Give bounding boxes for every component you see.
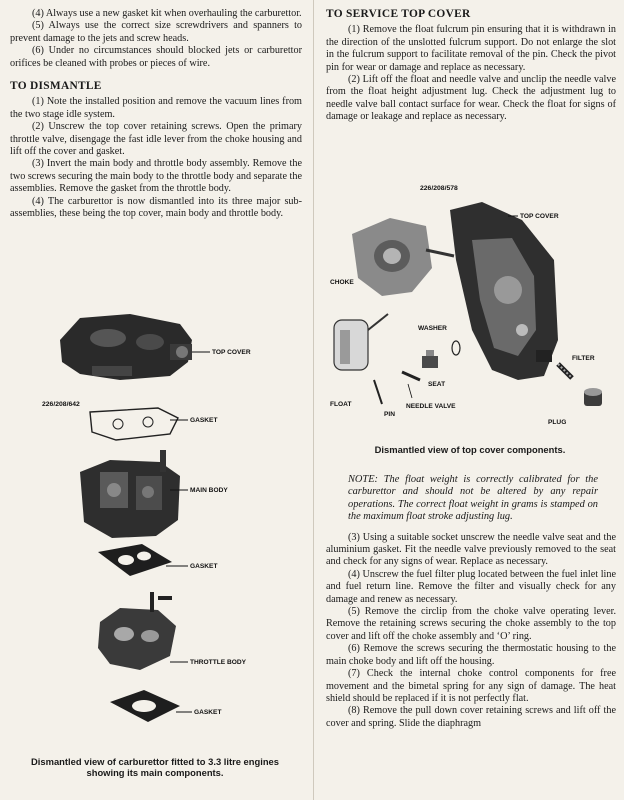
note-paragraph: NOTE: The float weight is correctly calibrated for the carburettor and should not be altered by any repair operations. The correct float weight in grams is stamped on the maximum float stroke adjusting lug. [348, 474, 598, 523]
label-filter: FILTER [572, 355, 595, 362]
label-top-cover: TOP COVER [520, 213, 559, 220]
plug-illustration [584, 388, 602, 406]
paragraph: (4) Always use a new gasket kit when overhauling the carburettor. [32, 8, 302, 19]
paragraph: (4) Unscrew the fuel filter plug located between the fuel inlet line and fuel return line. Remove the filter and visually check for any damage and renew as necessary. [326, 568, 616, 605]
pin-illustration [374, 380, 382, 404]
column-divider [313, 0, 314, 800]
label-seat: SEAT [428, 381, 446, 388]
label-float: FLOAT [330, 401, 352, 408]
paragraph: (3) Invert the main body and throttle body assembly. Remove the two screws securing the main body to the throttle body and separate the assemblies. Remove the gasket from the throttle body. [10, 158, 302, 195]
label-washer: WASHER [418, 325, 447, 332]
right-column-bottom [326, 466, 616, 730]
label-needle-valve: NEEDLE VALVE [406, 403, 456, 410]
throttle-body-illustration [98, 592, 176, 670]
top-cover-illustration [60, 314, 192, 380]
label-top-cover: TOP COVER [212, 349, 251, 356]
paragraph: (8) Remove the pull down cover retaining screws and lift off the cover and spring. Slide the diaphragm [326, 705, 616, 729]
top-cover-components-figure [322, 180, 618, 430]
label-gasket: GASKET [190, 563, 218, 570]
washer-illustration [452, 341, 460, 355]
figure-reference: 226/208/642 [42, 401, 80, 408]
section-heading: TO SERVICE TOP COVER [326, 8, 471, 20]
choke-illustration [352, 218, 454, 296]
label-main-body: MAIN BODY [190, 487, 228, 494]
paragraph: (1) Remove the float fulcrum pin ensuring that it is withdrawn in the direction of the unslotted fulcrum support. Do not enlarge the slot in the fulcrum support to facilitate removal of the pin. Check the pivot pin for wear or damage and replace as necessary. [326, 24, 616, 73]
section-heading: TO DISMANTLE [10, 80, 102, 93]
label-gasket: GASKET [194, 709, 222, 716]
needle-valve-illustration [402, 372, 420, 380]
paragraph: (4) The carburettor is now dismantled into its three major sub-assemblies, these being the top cover, main body and throttle body. [10, 195, 302, 220]
paragraph: (5) Always use the correct size screwdrivers and spanners to prevent damage to the jets and screw heads. [10, 20, 302, 44]
paragraph: (7) Check the internal choke control components for free movement and the bimetal spring for any sign of damage. The heat shield should be replaced if it is not perfectly flat. [326, 668, 616, 704]
figure-caption [6, 756, 304, 778]
gasket-illustration [110, 690, 180, 722]
paragraph: (2) Lift off the float and needle valve and unclip the needle valve from the float height adjustment lug. Check the adjustment lug to needle valve ball contact surface for wear. Check the float for signs of damage or leakage and replace as necessary. [326, 74, 616, 123]
carburettor-exploded-figure [20, 300, 300, 740]
label-choke: CHOKE [330, 279, 354, 286]
label-gasket: GASKET [190, 417, 218, 424]
caption-line: showing its main components. [86, 767, 224, 778]
top-cover-illustration [450, 202, 558, 380]
gasket-illustration [98, 544, 172, 576]
filter-illustration [558, 364, 572, 378]
left-column [10, 8, 302, 221]
figure-caption: Dismantled view of top cover components. [374, 444, 566, 455]
paragraph: (5) Remove the circlip from the choke valve operating lever. Remove the retaining screws securing the choke assembly to the top cover and lift off the choke assembly and ‘O’ ring. [326, 606, 616, 642]
label-plug: PLUG [548, 419, 567, 426]
figure-reference: 226/208/578 [420, 185, 458, 192]
seat-illustration [422, 350, 438, 368]
gasket-illustration [90, 408, 178, 440]
paragraph: (6) Remove the screws securing the thermostatic housing to the main choke body and lift off the housing. [326, 643, 616, 667]
paragraph: (1) Note the installed position and remove the vacuum lines from the two stage idle system. [10, 96, 302, 120]
right-column-top [326, 8, 616, 124]
label-throttle-body: THROTTLE BODY [190, 659, 247, 666]
float-illustration [334, 314, 388, 370]
main-body-illustration [80, 450, 180, 538]
paragraph: (3) Using a suitable socket unscrew the needle valve seat and the aluminium gasket. Fit the needle valve previously removed to the seat and check for any signs of wear. Replace as necessary. [326, 531, 616, 568]
paragraph: (2) Unscrew the top cover retaining screws. Open the primary throttle valve, disengage the fast idle lever from the choke housing and lift off the cover and gasket. [10, 121, 302, 158]
label-pin: PIN [384, 411, 395, 418]
paragraph: (6) Under no circumstances should blocked jets or carburettor orifices be cleaned with probes or pieces of wire. [10, 45, 302, 69]
caption-line: Dismantled view of carburettor fitted to 3.3 litre engines [31, 756, 279, 767]
